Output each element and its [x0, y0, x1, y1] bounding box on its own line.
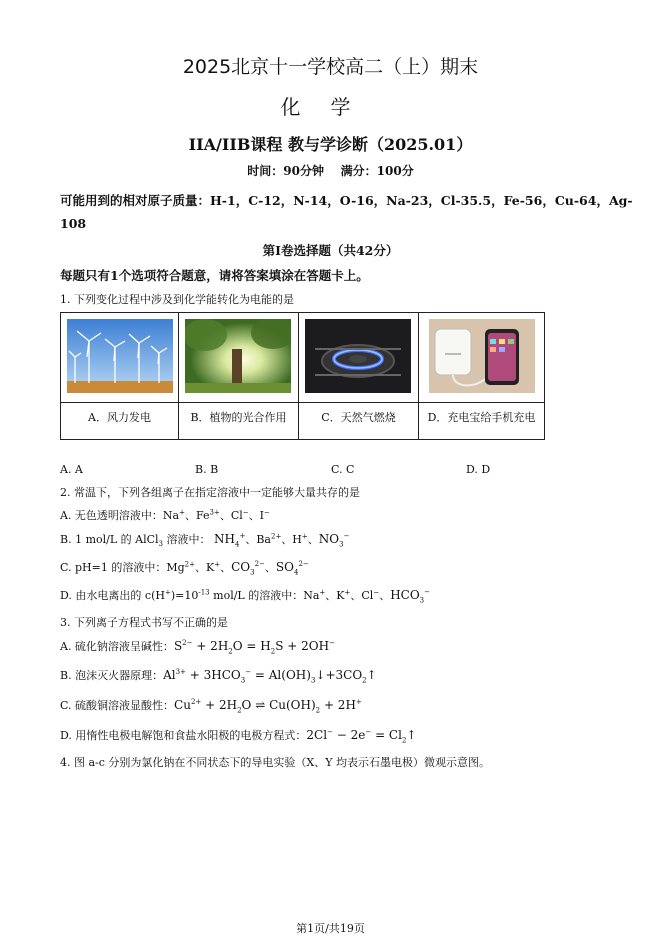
question-2-stem: 2. 常温下，下列各组离子在指定溶液中一定能够大量共存的是: [60, 486, 360, 499]
q2-option-b: B. 1 mol/L 的 AlCl$_3$ 溶液中： $NH_4^+$、$Ba^{2+}$、H+、$NO_3^-$: [60, 532, 350, 549]
power-bank-image: [429, 319, 535, 393]
q1-option-c: C. C: [331, 463, 355, 476]
section-title: 第I卷选择题（共42分）: [262, 243, 399, 258]
q1-cell-d: [419, 313, 544, 439]
gas-flame-image: [305, 319, 411, 393]
question-1-stem: 1. 下列变化过程中涉及到化学能转化为电能的是: [60, 293, 294, 306]
exam-title: 2025北京十一学校高二（上）期末: [182, 56, 479, 78]
caption-a: A．风力发电: [88, 411, 151, 424]
q1-option-d: D. D: [466, 463, 491, 476]
q2-option-a: A. 无色透明溶液中：Na+、$Fe^{3+}$、Cl−、I−: [60, 508, 270, 522]
q1-cell-c: [299, 313, 419, 439]
q2-option-d: D. 由水电离出的 $c(H^+)=10^{-13}$ mol/L 的溶液中：Na+、K+、Cl−、$HCO_3^-$: [60, 588, 431, 605]
q1-cell-a: [61, 313, 179, 439]
question-3-stem: 3. 下列离子方程式书写不正确的是: [60, 616, 228, 629]
caption-d: D．充电宝给手机充电: [427, 411, 536, 424]
caption-b: B．植物的光合作用: [190, 411, 287, 424]
atomic-mass-line-cont: 108: [60, 216, 87, 231]
q3-option-a: A. 硫化钠溶液呈碱性：$S^{2-} + 2H_2O = H_2S + 2OH^-$: [60, 639, 335, 656]
q3-option-b: B. 泡沫灭火器原理：$Al^{3+} + 3HCO_3^-$ = $Al(OH)_3↓+3CO_2↑$: [60, 668, 377, 685]
q1-cell-b: [179, 313, 299, 439]
q3-option-c: C. 硫酸铜溶液显酸性：$Cu^{2+} + 2H_2O$ ⇌ $Cu(OH)_2 + 2H^+$: [60, 698, 362, 715]
q2-option-c: C. pH=1 的溶液中：$Mg^{2+}$、K+、$CO_3^{2-}$、$SO_4^{2-}$: [60, 560, 309, 577]
tree-sunlight-image: [185, 319, 291, 393]
course-title: IIA/IIB课程 教与学诊断（2025.01）: [188, 135, 473, 154]
page-number: 第1页/共19页: [296, 922, 365, 935]
caption-c: C．天然气燃烧: [321, 411, 396, 424]
q1-image-table: [60, 312, 545, 440]
atomic-mass-line: 可能用到的相对原子质量：H-1，C-12，N-14，O-16，Na-23，Cl-35.5，Fe-56，Cu-64，Ag-: [60, 193, 633, 208]
q1-option-a: A. A: [60, 463, 83, 476]
section-instruction: 每题只有1个选项符合题意，请将答案填涂在答题卡上。: [60, 268, 369, 283]
q3-option-d: D. 用惰性电极电解饱和食盐水阳极的电极方程式：$2Cl^- - 2e^- = Cl_2↑$: [60, 728, 417, 745]
wind-turbine-image: [67, 319, 173, 393]
question-4-stem: 4. 图 a-c 分别为氯化钠在不同状态下的导电实验（X、Y 均表示石墨电极）微观示意图。: [60, 756, 491, 769]
q1-option-b: B. B: [195, 463, 219, 476]
subject-title: 化学: [280, 95, 381, 119]
time-info: 时间：90分钟 满分：100分: [247, 164, 414, 178]
